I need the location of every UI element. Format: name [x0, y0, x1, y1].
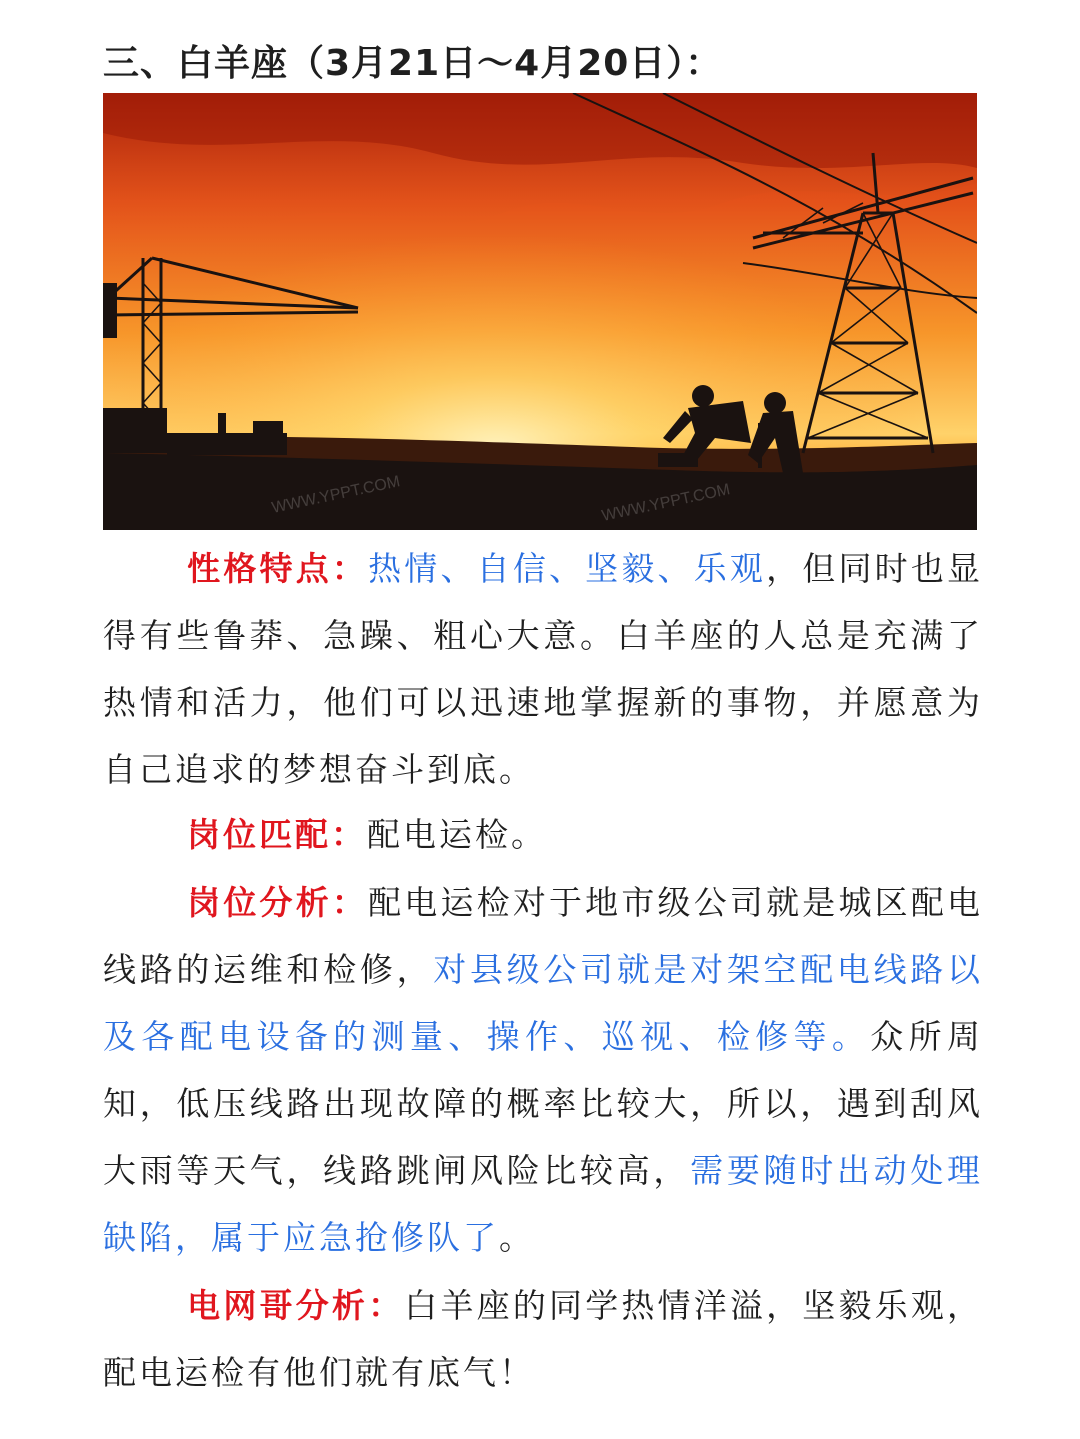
paragraph-traits: [103, 535, 983, 803]
section-title: 三、白羊座（3月21日～4月20日）：: [103, 43, 723, 84]
grid-brother-text: 白羊座的同学热情洋溢，坚毅乐观，配电运检有他们就有底气！: [103, 1286, 984, 1392]
svg-text:WWW.YPPT.COM: WWW.YPPT.COM: [270, 473, 402, 517]
paragraph-match: [103, 801, 983, 868]
traits-highlight: 热情、自信、坚毅、乐观: [368, 549, 767, 588]
traits-label: 性格特点：: [187, 549, 369, 588]
traits-text: ，但同时也显得有些鲁莽、急躁、粗心大意。白羊座的人总是充满了热情和活力，他们可以迅速地掌握新的事物，并愿意为自己追求的梦想奋斗到底。: [103, 549, 984, 789]
analysis-highlight-1: 对县级公司就是对架空配电线路以及各配电设备的测量、操作、巡视、检修等。: [103, 950, 984, 1056]
analysis-text-3: 。: [499, 1218, 535, 1257]
analysis-text-2: 众所周知，低压线路出现故障的概率比较大，所以，遇到刮风大雨等天气，线路跳闸风险比较高，: [103, 1017, 984, 1190]
match-text: 配电运检。: [367, 815, 547, 854]
match-label: 岗位匹配：: [187, 815, 367, 854]
analysis-label: 岗位分析：: [187, 883, 369, 922]
analysis-highlight-2: 需要随时出动处理缺陷，属于应急抢修队了: [103, 1151, 984, 1257]
paragraph-grid-brother: [103, 1272, 983, 1406]
grid-brother-label: 电网哥分析：: [187, 1286, 405, 1325]
svg-text:WWW.YPPT.COM: WWW.YPPT.COM: [600, 481, 732, 525]
analysis-text-1: 配电运检对于地市级公司就是城区配电线路的运维和检修，: [103, 883, 984, 989]
sunset-power-workers-image: [103, 93, 977, 530]
paragraph-analysis: [103, 869, 983, 1271]
